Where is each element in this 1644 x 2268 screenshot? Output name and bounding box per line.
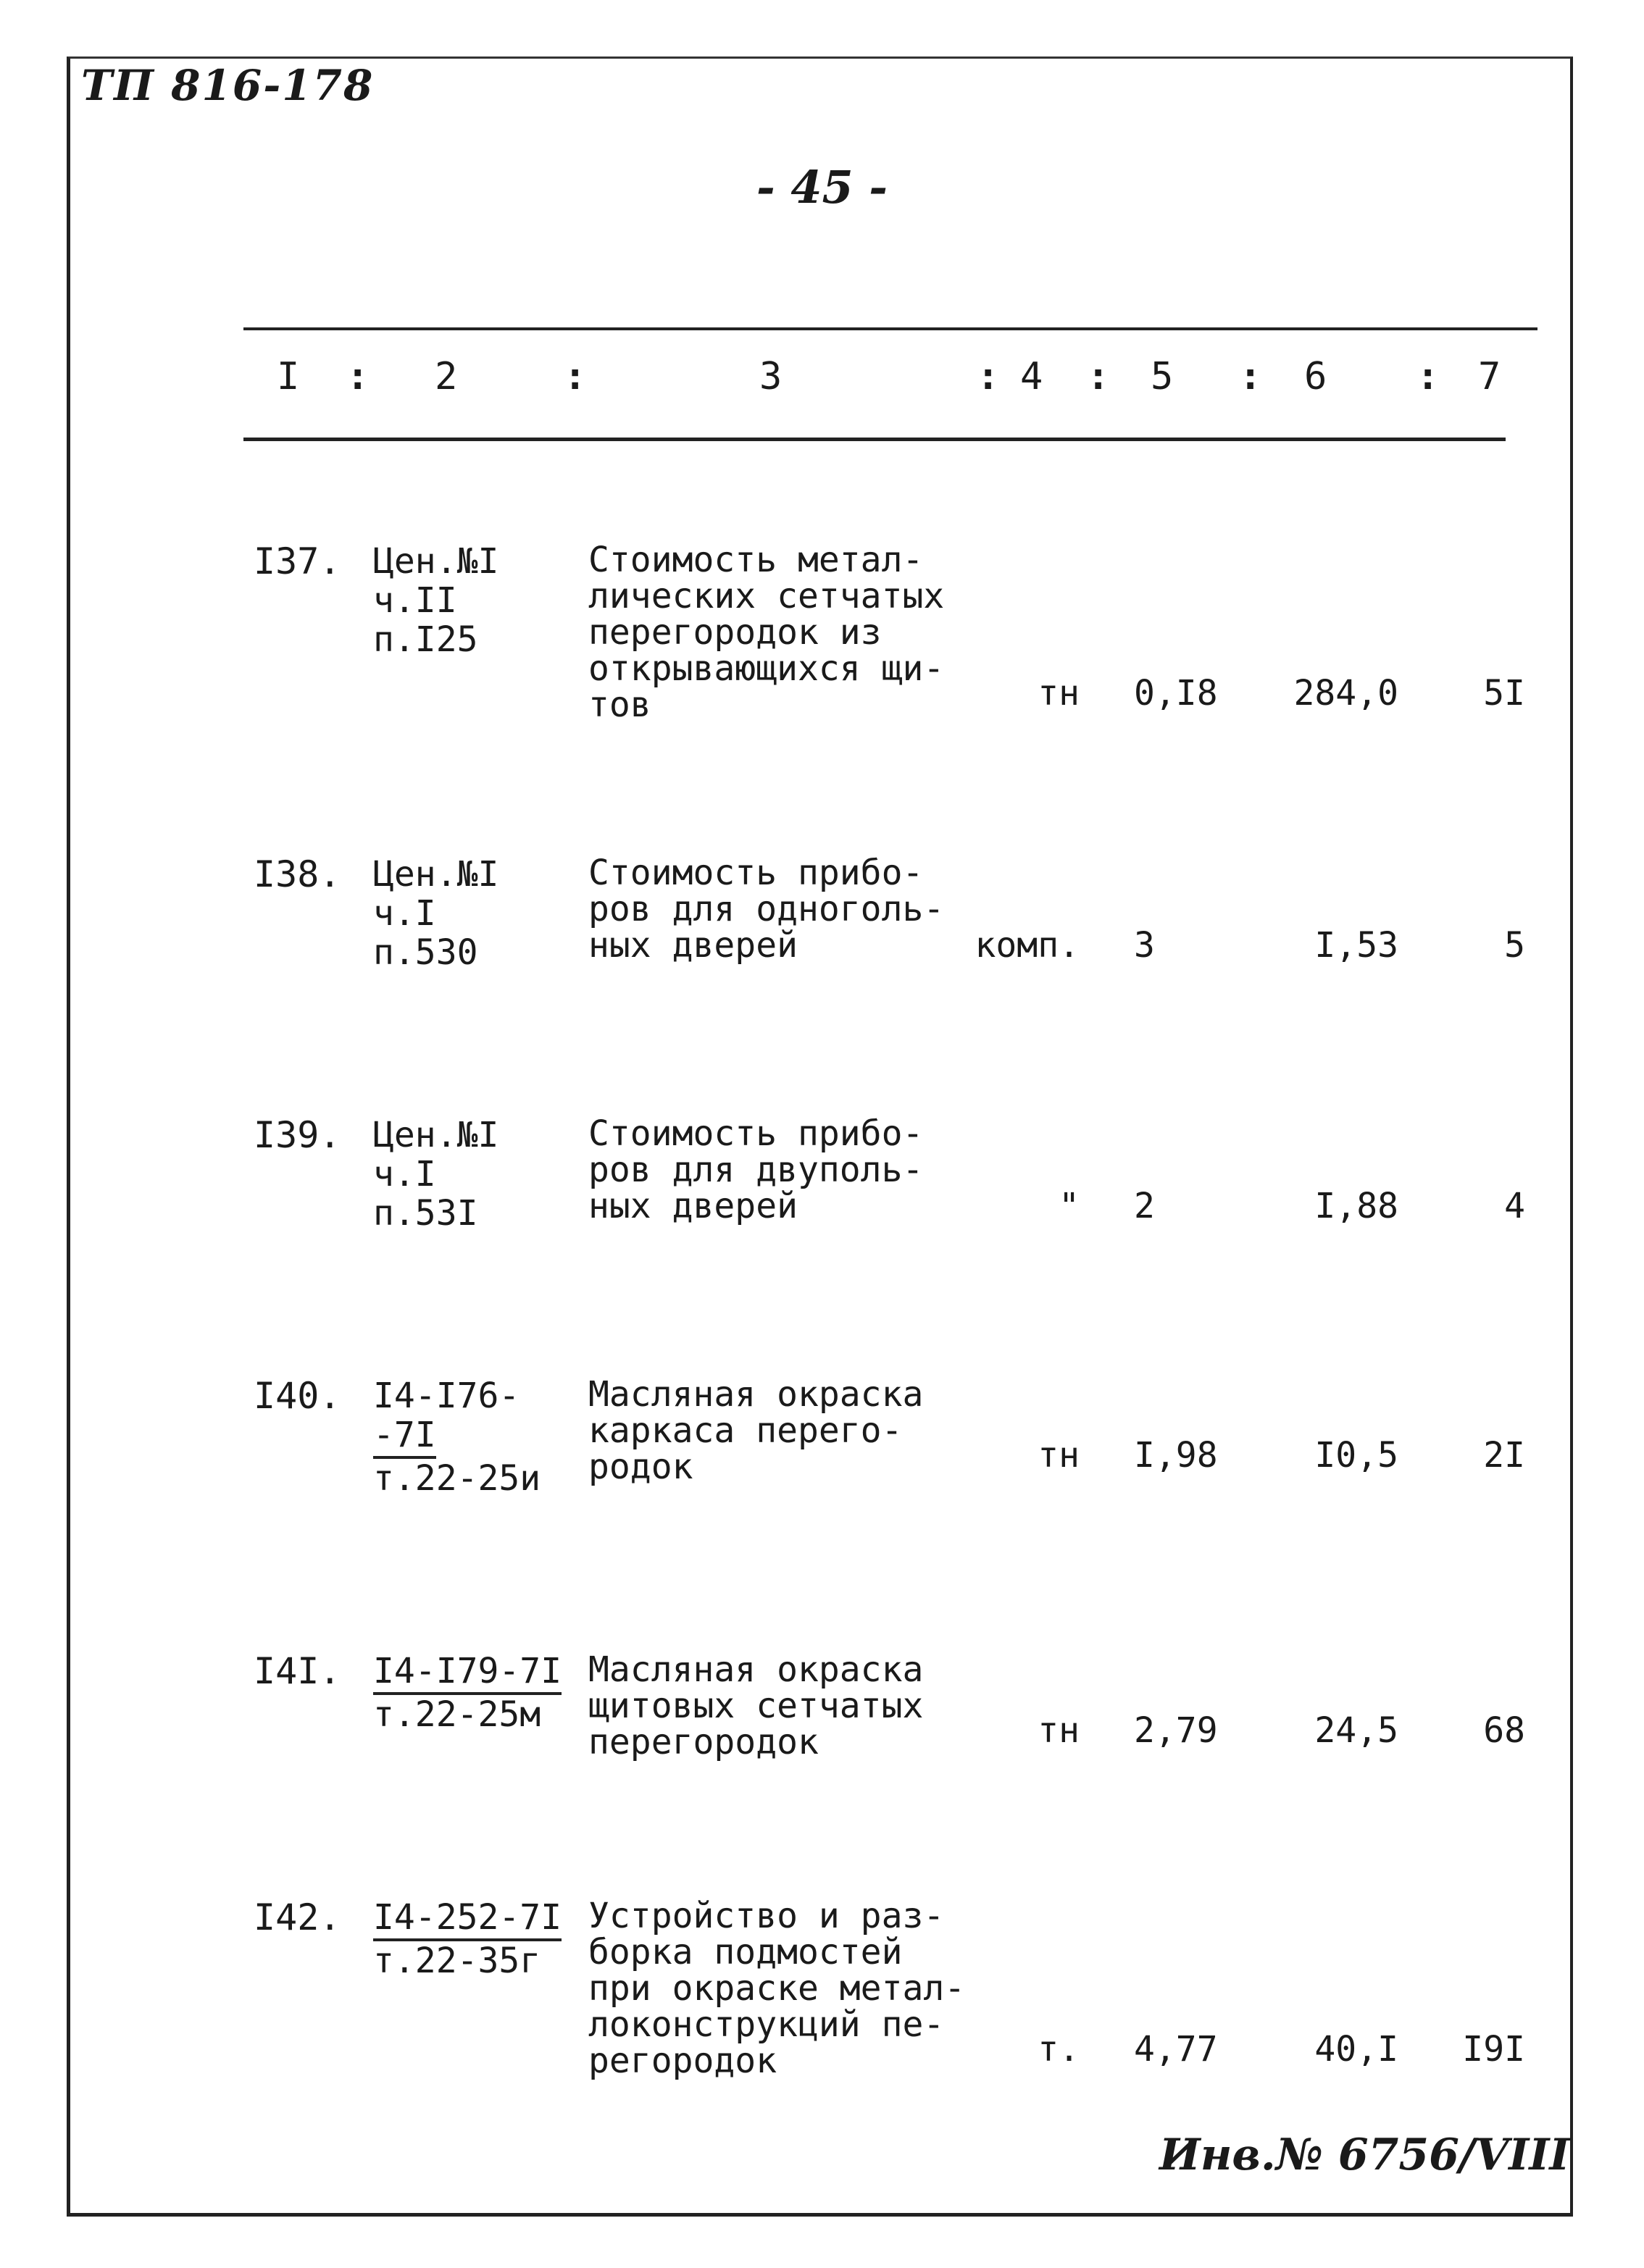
row-price: 40,I xyxy=(1314,2029,1398,2070)
row-description: Масляная окраска каркаса перего- родок xyxy=(588,1374,924,1487)
row-unit: комп. xyxy=(975,925,1080,966)
column-separator: : xyxy=(1087,355,1110,398)
reference-line xyxy=(373,1652,562,1695)
row-price: I,88 xyxy=(1314,1186,1398,1226)
row-description: Устройство и раз- борка подмостей при окраске метал- локонструкций пе- регородок xyxy=(588,1896,966,2081)
row-reference xyxy=(373,855,498,972)
reference-numerator: I4-252-7I xyxy=(373,1898,562,1941)
row-total: 5 xyxy=(1504,925,1525,966)
row-unit: тн xyxy=(1038,673,1080,714)
reference-line: ч.II xyxy=(373,580,457,621)
reference-numerator: -7I xyxy=(373,1415,436,1459)
row-description: Стоимость прибо- ров для одноголь- ных дверей xyxy=(588,853,945,966)
row-number: I39. xyxy=(254,1114,341,1156)
row-reference xyxy=(373,1898,562,1980)
row-price: I,53 xyxy=(1314,925,1398,966)
row-number: I4I. xyxy=(254,1650,341,1692)
reference-line: п.I25 xyxy=(373,619,478,660)
row-unit: " xyxy=(1059,1186,1080,1226)
page-number: - 45 - xyxy=(756,161,888,214)
column-separator: : xyxy=(346,355,370,398)
row-qty: 2,79 xyxy=(1134,1710,1218,1751)
reference-line xyxy=(373,1415,541,1459)
row-description: Стоимость прибо- ров для двуполь- ных дверей xyxy=(588,1113,924,1226)
reference-line: п.530 xyxy=(373,932,478,973)
reference-line: ч.I xyxy=(373,893,436,934)
row-total: 68 xyxy=(1483,1710,1525,1751)
inventory-number: Инв.№ 6756/VIII xyxy=(1159,2130,1570,2180)
row-number: I37. xyxy=(254,540,341,582)
table-top-rule xyxy=(243,327,1537,330)
column-header-5: 5 xyxy=(1151,355,1174,398)
reference-line: ч.I xyxy=(373,1154,436,1194)
document-code: ТП 816-178 xyxy=(81,61,375,110)
column-separator: : xyxy=(564,355,587,398)
row-total: 4 xyxy=(1504,1186,1525,1226)
column-header-6: 6 xyxy=(1304,355,1327,398)
table-header-rule xyxy=(243,438,1506,441)
row-unit: т. xyxy=(1038,2029,1080,2070)
reference-line: Цен.№I xyxy=(373,541,499,582)
reference-numerator: I4-I79-7I xyxy=(373,1652,562,1695)
row-description: Масляная окраска щитовых сетчатых перегородок xyxy=(588,1649,924,1762)
column-separator: : xyxy=(1416,355,1440,398)
row-reference xyxy=(373,542,498,659)
row-total: I9I xyxy=(1462,2029,1525,2070)
row-qty: 3 xyxy=(1134,925,1155,966)
reference-line xyxy=(373,1898,562,1941)
row-number: I40. xyxy=(254,1375,341,1417)
reference-line: т.22-25и xyxy=(373,1458,541,1499)
row-total: 5I xyxy=(1483,673,1525,714)
reference-line: т.22-35г xyxy=(373,1941,541,1981)
column-header-7: 7 xyxy=(1478,355,1501,398)
row-price: I0,5 xyxy=(1314,1435,1398,1476)
row-qty: 0,I8 xyxy=(1134,673,1218,714)
reference-line: Цен.№I xyxy=(373,854,499,895)
column-separator: : xyxy=(1239,355,1262,398)
column-separator: : xyxy=(977,355,1000,398)
row-reference xyxy=(373,1376,541,1498)
row-qty: 4,77 xyxy=(1134,2029,1218,2070)
row-description: Стоимость метал- лических сетчатых перегородок из открывающихся щи- тов xyxy=(588,540,945,725)
row-unit: тн xyxy=(1038,1710,1080,1751)
row-price: 284,0 xyxy=(1293,673,1398,714)
row-unit: тн xyxy=(1038,1435,1080,1476)
reference-line: I4-I76- xyxy=(373,1376,520,1416)
row-reference xyxy=(373,1116,498,1233)
column-header-3: 3 xyxy=(759,355,783,398)
row-qty: I,98 xyxy=(1134,1435,1218,1476)
reference-line: Цен.№I xyxy=(373,1115,499,1155)
row-number: I42. xyxy=(254,1896,341,1938)
row-reference xyxy=(373,1652,562,1734)
row-number: I38. xyxy=(254,853,341,895)
row-qty: 2 xyxy=(1134,1186,1155,1226)
row-total: 2I xyxy=(1483,1435,1525,1476)
column-header-2: 2 xyxy=(435,355,458,398)
column-header-4: 4 xyxy=(1020,355,1043,398)
reference-line: т.22-25м xyxy=(373,1694,541,1735)
column-header-1: I xyxy=(277,355,300,398)
reference-line: п.53I xyxy=(373,1193,478,1234)
row-price: 24,5 xyxy=(1314,1710,1398,1751)
